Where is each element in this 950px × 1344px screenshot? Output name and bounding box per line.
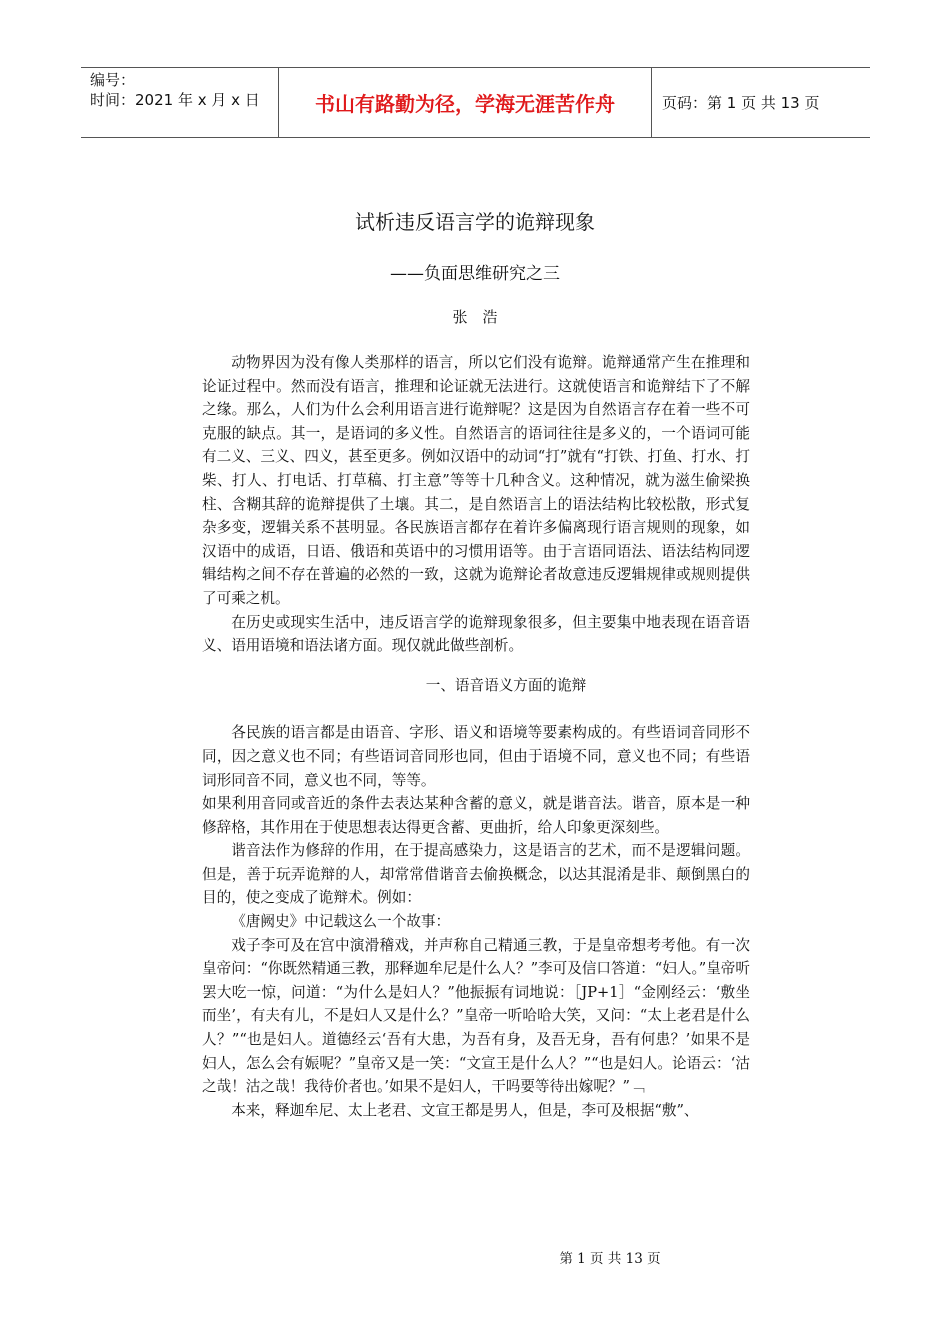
article-body bbox=[202, 351, 750, 1122]
paragraph: 在历史或现实生活中，违反语言学的诡辩现象很多，但主要集中地表现在语音语义、语用语境和语法诸方面。现仅就此做些剖析。 bbox=[202, 613, 750, 655]
article-author: 张 浩 bbox=[452, 308, 498, 326]
paragraph: 戏子李可及在宫中演滑稽戏，并声称自己精通三教，于是皇帝想考考他。有一次皇帝问：“你既然精通三教，那释迦牟尼是什么人？”李可及信口答道：“妇人。”皇帝听罢大吃一惊，问道：“为什么是妇人？”他振振有词地说：［JP+1］“金刚经云：‘敷坐而坐’，有夫有儿，不是妇人又是什么？”皇帝一听哈哈大笑，又问：“太上老君是什么人？”“也是妇人。道德经云‘吾有大患，为吾有身，及吾无身，吾有何患？’如果不是妇人，怎么会有娠呢？”皇帝又是一笑：“文宣王是什么人？”“也是妇人。论语云：‘沽之哉！沽之哉！我待价者也。’如果不是妇人，干吗要等待出嫁呢？”﹁ bbox=[202, 936, 750, 1096]
paragraph: 动物界因为没有像人类那样的语言，所以它们没有诡辩。诡辩通常产生在推理和论证过程中。然而没有语言，推理和论证就无法进行。这就使语言和诡辩结下了不解之缘。那么，人们为什么会利用语言进行诡辩呢？这是因为自然语言存在着一些不可克服的缺点。其一，是语词的多义性。自然语言的语词往往是多义的，一个语词可能有二义、三义、四义，甚至更多。例如汉语中的动词“打”就有“打铁、打鱼、打水、打柴、打人、打电话、打草稿、打主意”等等十几种含义。这种情况，就为滋生偷梁换柱、含糊其辞的诡辩提供了土壤。其二，是自然语言上的语法结构比较松散，形式复杂多变，逻辑关系不甚明显。各民族语言都存在着许多偏离现行语言规则的现象，如汉语中的成语，日语、俄语和英语中的习惯用语等。由于言语同语法、语法结构同逻辑结构之间不存在普遍的必然的一致，这就为诡辩论者故意违反逻辑规律或规则提供了可乘之机。 bbox=[202, 354, 750, 607]
header-page-info: 页码：第 1 页 共 13 页 bbox=[662, 94, 820, 112]
paragraph: 《唐阙史》中记载这么一个故事： bbox=[231, 913, 451, 931]
article-subtitle: ——负面思维研究之三 bbox=[390, 264, 560, 284]
paragraph: 如果利用音同或音近的条件去表达某种含蓄的意义，就是谐音法。谐音，原本是一种修辞格，其作用在于使思想表达得更含蓄、更曲折，给人印象更深刻些。 bbox=[202, 795, 750, 836]
paragraph: 各民族的语言都是由语音、字形、语义和语境等要素构成的。有些语词音同形不同，因之意义也不同；有些语词音同形也同，但由于语境不同，意义也不同；有些语词形同音不同，意义也不同，等等。 bbox=[202, 724, 750, 789]
paragraph: 谐音法作为修辞的作用，在于提高感染力，这是语言的艺术，而不是逻辑问题。但是，善于玩弄诡辩的人，却常常借谐音去偷换概念，以达其混淆是非、颠倒黑白的目的，使之变成了诡辩术。例如： bbox=[202, 842, 750, 907]
paragraph: 本来，释迦牟尼、太上老君、文宣王都是男人，但是，李可及根据“敷”、 bbox=[231, 1101, 699, 1119]
article-title: 试析违反语言学的诡辩现象 bbox=[355, 210, 595, 234]
page-footer: 第 1 页 共 13 页 bbox=[559, 1251, 661, 1267]
header-motto: 书山有路勤为径，学海无涯苦作舟 bbox=[279, 68, 652, 137]
document-number-label: 编号： bbox=[90, 71, 136, 89]
document-time-label: 时间：2021 年 x 月 x 日 bbox=[90, 91, 260, 109]
section-heading: 一、语音语义方面的诡辩 bbox=[425, 676, 587, 694]
document-header-table bbox=[81, 67, 870, 138]
header-meta-cell bbox=[81, 68, 279, 137]
